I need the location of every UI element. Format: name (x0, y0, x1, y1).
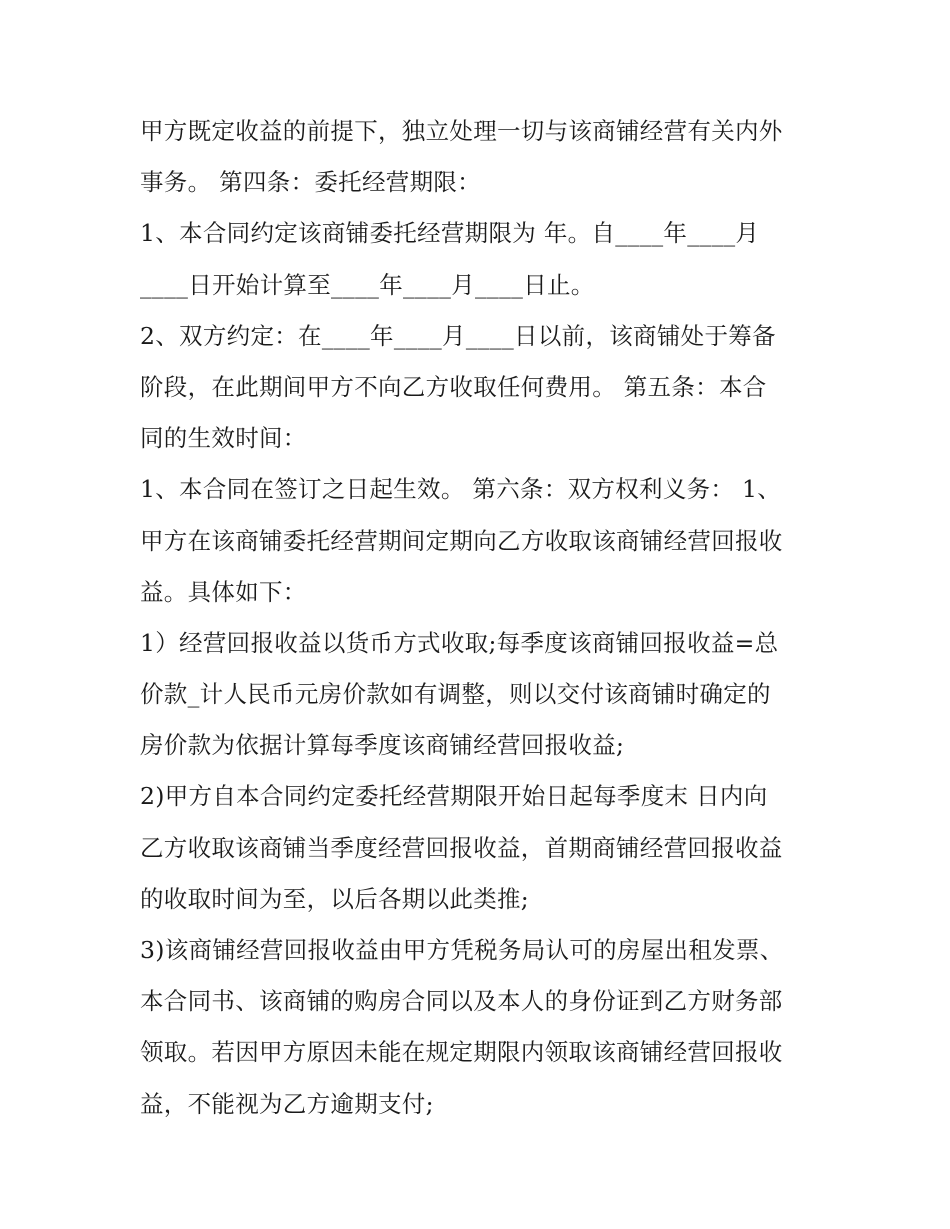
text-line: 本合同书、该商铺的购房合同以及本人的身份证到乙方财务部 (140, 987, 783, 1016)
text-line: 同的生效时间： (140, 424, 307, 453)
text-line: 益，不能视为乙方逾期支付; (140, 1089, 434, 1118)
text-line: 价款_计人民币元房价款如有调整，则以交付该商铺时确定的 (140, 680, 771, 709)
text-line: 甲方既定收益的前提下，独立处理一切与该商铺经营有关内外 (140, 117, 783, 145)
text-line: 1）经营回报收益以货币方式收取;每季度该商铺回报收益=总 (140, 628, 779, 657)
text-line: 1、本合同在签订之日起生效。 第六条：双方权利义务： 1、 (140, 475, 782, 504)
text-line: ____日开始计算至____年____月____日止。 (140, 270, 595, 299)
contract-text-body (140, 106, 830, 1130)
text-line: 事务。 第四条：委托经营期限： (140, 168, 481, 197)
text-line: 3)该商铺经营回报收益由甲方凭税务局认可的房屋出租发票、 (140, 936, 784, 964)
text-line: 甲方在该商铺委托经营期间定期向乙方收取该商铺经营回报收 (140, 526, 783, 555)
text-line: 2、双方约定：在____年____月____日以前，该商铺处于筹备 (140, 321, 776, 350)
text-line: 1、本合同约定该商铺委托经营期限为 年。自____年____月 (140, 219, 760, 248)
text-line: 乙方收取该商铺当季度经营回报收益，首期商铺经营回报收益 (140, 833, 783, 862)
text-line: 的收取时间为至，以后各期以此类推; (140, 884, 530, 913)
text-line: 阶段，在此期间甲方不向乙方收取任何费用。 第五条：本合 (140, 372, 767, 401)
text-line: 益。具体如下： (140, 577, 307, 606)
text-line: 2)甲方自本合同约定委托经营期限开始日起每季度末 日内向 (140, 782, 768, 811)
text-line: 领取。若因甲方原因未能在规定期限内领取该商铺经营回报收 (140, 1038, 783, 1067)
text-line: 房价款为依据计算每季度该商铺经营回报收益; (140, 731, 625, 760)
